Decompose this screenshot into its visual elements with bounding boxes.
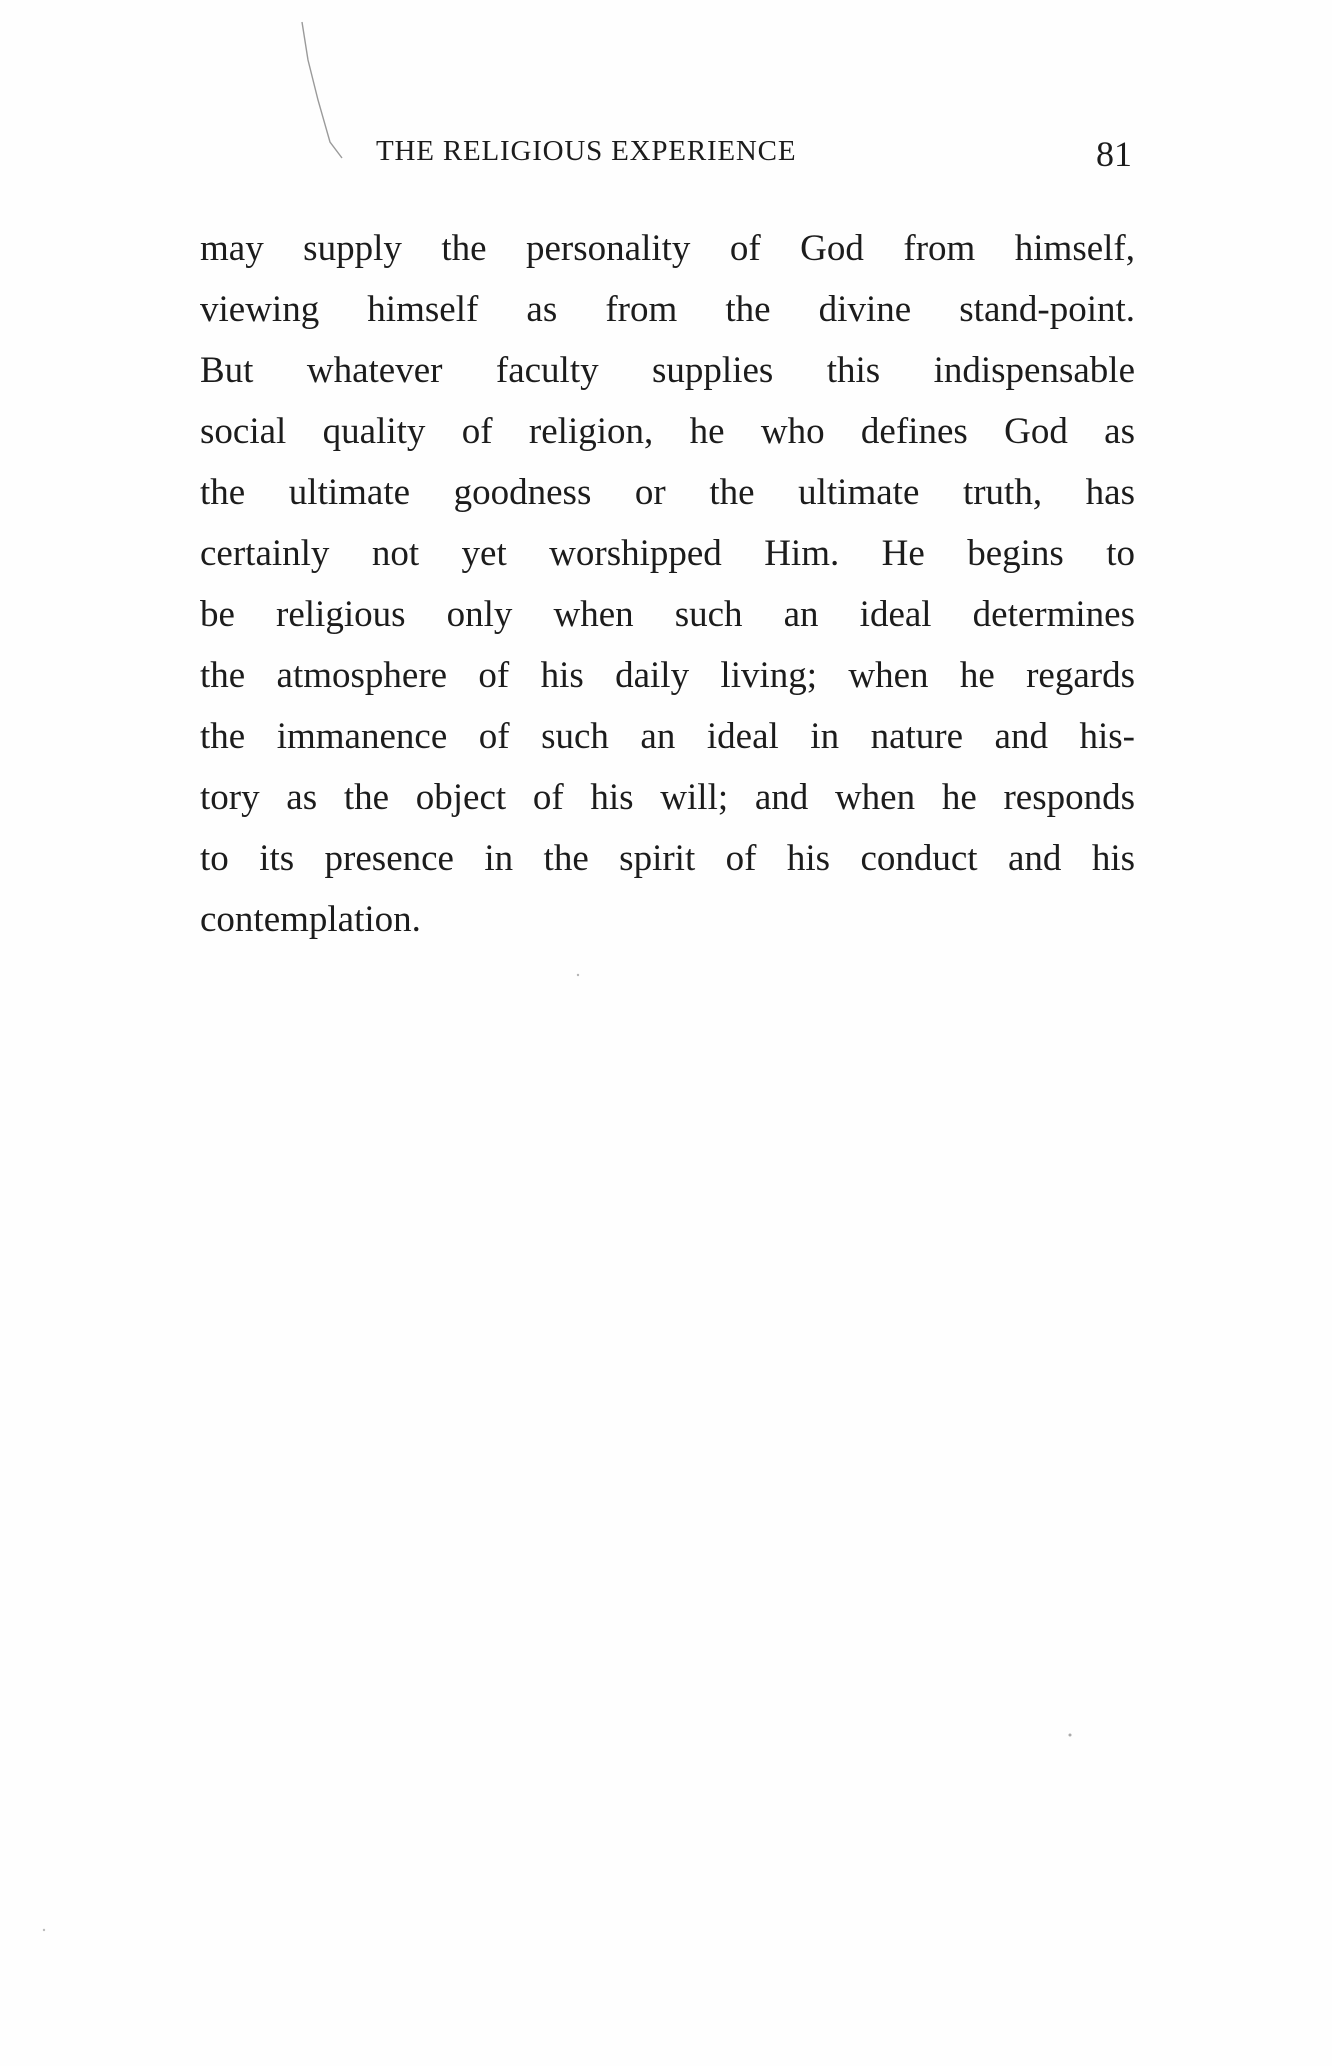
text-line: social quality of religion, he who defines God as <box>200 411 1135 452</box>
text-line: the immanence of such an ideal in nature and his- <box>200 716 1135 757</box>
page-number: 81 <box>1096 134 1132 174</box>
text-line: viewing himself as from the divine stand-point. <box>200 289 1135 330</box>
text-line: the atmosphere of his daily living; when he regards <box>200 655 1135 696</box>
text-line: to its presence in the spirit of his conduct and his <box>200 838 1135 879</box>
running-head: THE RELIGIOUS EXPERIENCE <box>376 135 797 167</box>
text-line: tory as the object of his will; and when he responds <box>200 777 1135 818</box>
text-line: certainly not yet worshipped Him. He begins to <box>200 533 1135 574</box>
body-paragraph <box>200 218 1135 950</box>
text-line: But whatever faculty supplies this indispensable <box>200 350 1135 391</box>
text-line: may supply the personality of God from himself, <box>200 228 1135 269</box>
page-header <box>368 133 1132 183</box>
text-line: contemplation. <box>200 899 421 940</box>
text-line: be religious only when such an ideal determines <box>200 594 1135 635</box>
text-line: the ultimate goodness or the ultimate truth, has <box>200 472 1135 513</box>
